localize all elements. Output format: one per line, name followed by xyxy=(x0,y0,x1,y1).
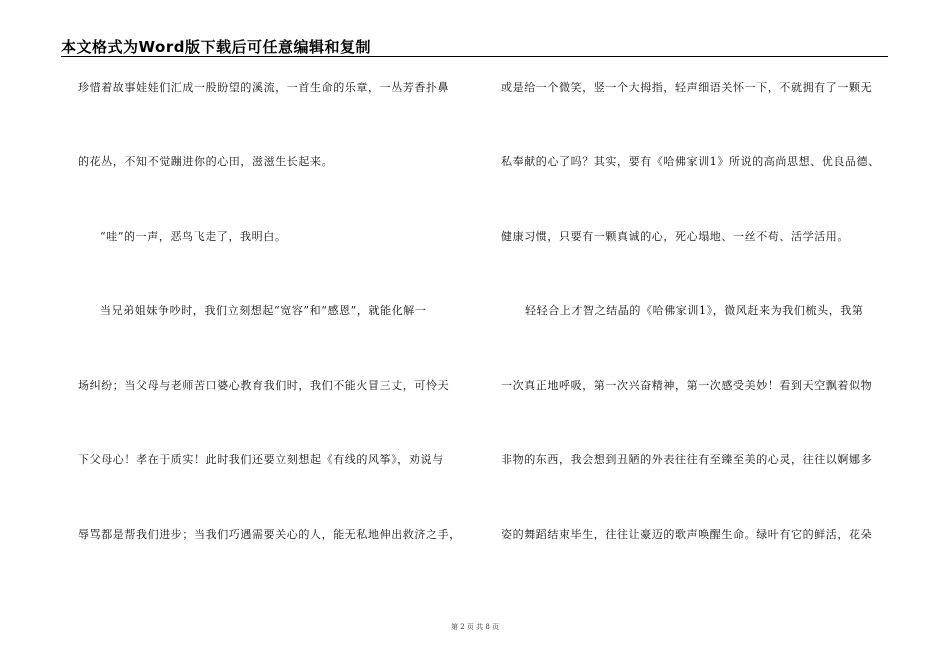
text-line: 或是给一个微笑，竖一个大拇指，轻声细语关怀一下，不就拥有了一颗无 xyxy=(501,81,873,94)
text-line: 下父母心！孝在于质实！此时我们还要立刻想起《有线的风筝》，劝说与 xyxy=(78,453,444,466)
text-line: 当兄弟姐妹争吵时，我们立刻想起“宽容”和“感恩”，就能化解一 xyxy=(100,304,427,317)
text-line: 珍惜着故事娃娃们汇成一股盼望的溪流，一首生命的乐章，一丛芳香扑鼻 xyxy=(78,81,450,94)
text-line: 非物的东西，我会想到丑陋的外表往往有至臻至美的心灵，往往以婀娜多 xyxy=(501,453,873,466)
page-number-footer: 第 2 页 共 8 页 xyxy=(450,623,500,631)
text-line: 姿的舞蹈结束毕生，往往让豪迈的歌声唤醒生命。绿叶有它的鲜活，花朵 xyxy=(501,528,873,541)
text-line: 一次真正地呼吸，第一次兴奋精神，第一次感受美妙！看到天空飘着似物 xyxy=(501,379,873,392)
text-line: 的花丛，不知不觉蹦进你的心田，滋滋生长起来。 xyxy=(78,155,334,168)
text-line: 辱骂都是帮我们进步；当我们巧遇需要关心的人，能无私地伸出救济之手， xyxy=(78,528,461,541)
text-line: 轻轻合上才智之结晶的《哈佛家训1》，微风赶来为我们梳头，我第 xyxy=(525,304,864,317)
text-line: 私奉献的心了吗？其实，要有《哈佛家训1》所说的高尚思想、优良品德、 xyxy=(501,155,880,168)
left-text-column xyxy=(78,0,488,640)
text-line: “哇”的一声，恶鸟飞走了，我明白。 xyxy=(100,230,287,243)
right-text-column xyxy=(501,0,911,640)
page-header-title: 本文格式为Word版下载后可任意编辑和复制 xyxy=(61,38,371,56)
text-line: 健康习惯，只要有一颗真诚的心，死心塌地、一丝不苟、活学活用。 xyxy=(501,230,849,243)
text-line: 场纠纷；当父母与老师苦口婆心教育我们时，我们不能火冒三丈，可怜天 xyxy=(78,379,450,392)
